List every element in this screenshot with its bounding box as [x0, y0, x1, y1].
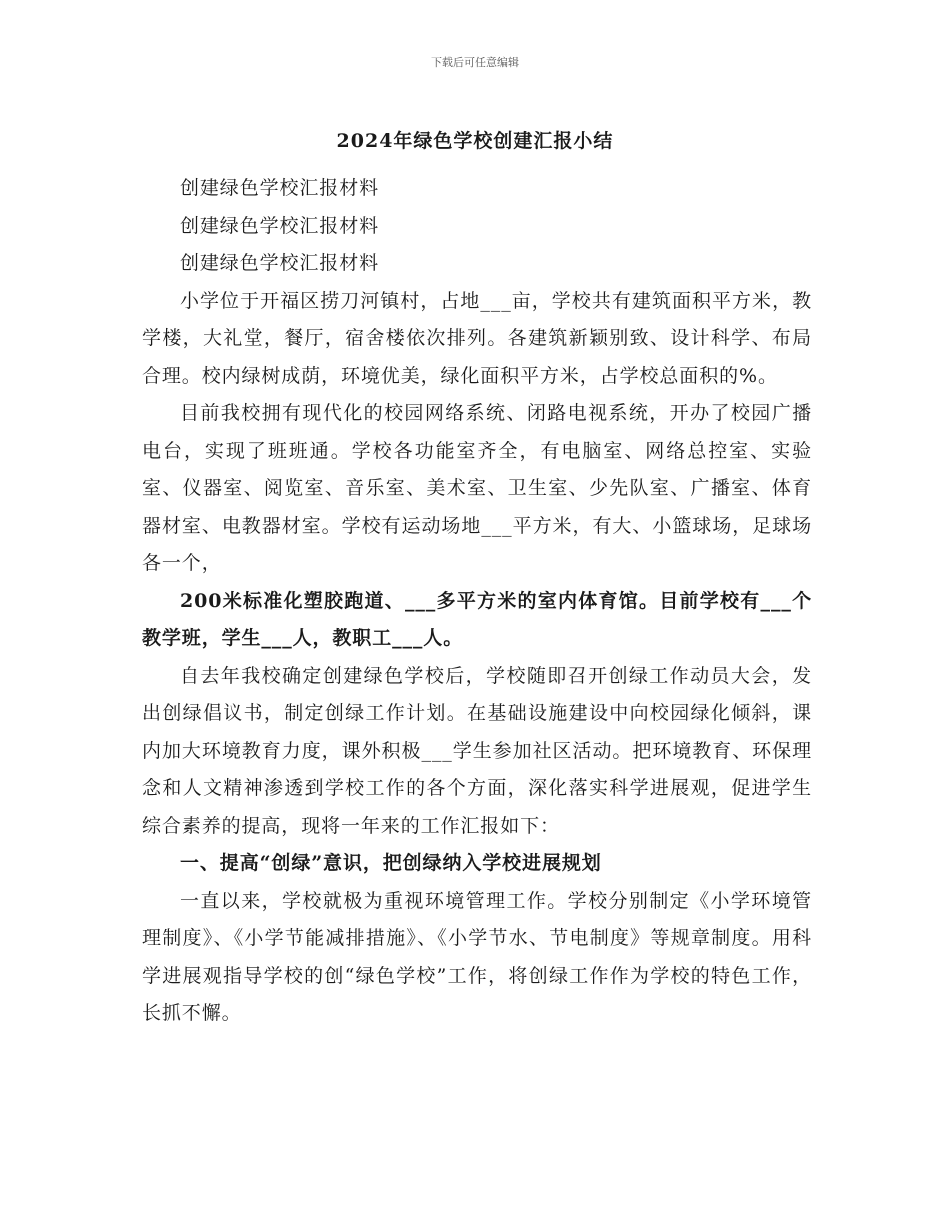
- subtitle-line: 创建绿色学校汇报材料: [180, 252, 380, 274]
- subtitle-line: 创建绿色学校汇报材料: [180, 177, 380, 199]
- paragraph-stats-bold: 200米标准化塑胶跑道、___多平方米的室内体育馆。目前学校有___个教学班，学生___人，教职工___人。: [142, 589, 812, 649]
- paragraph-school-overview: 小学位于开福区捞刀河镇村，占地___亩，学校共有建筑面积平方米，教学楼，大礼堂，餐厅，宿舍楼依次排列。各建筑新颖别致、设计科学、布局合理。校内绿树成荫，环境优美，绿化面积平方米，占学校总面积的%。: [142, 289, 812, 387]
- paragraph-facilities: 目前我校拥有现代化的校园网络系统、闭路电视系统，开办了校园广播电台，实现了班班通。学校各功能室齐全，有电脑室、网络总控室、实验室、仪器室、阅览室、音乐室、美术室、卫生室、少先队室、广播室、体育器材室、电教器材室。学校有运动场地___平方米，有大、小篮球场，足球场各一个，: [142, 402, 812, 574]
- section-heading: 一、提高“创绿”意识，把创绿纳入学校进展规划: [180, 852, 602, 874]
- page-header: 下载后可任意编辑: [431, 56, 519, 69]
- paragraph-introduction: 自去年我校确定创建绿色学校后，学校随即召开创绿工作动员大会，发出创绿倡议书，制定创绿工作计划。在基础设施建设中向校园绿化倾斜，课内加大环境教育力度，课外积极___学生参加社区活动。把环境教育、环保理念和人文精神渗透到学校工作的各个方面，深化落实科学进展观，促进学生综合素养的提高，现将一年来的工作汇报如下：: [142, 664, 812, 837]
- document-body: [142, 170, 812, 1033]
- document-title: 2024年绿色学校创建汇报小结: [336, 130, 614, 152]
- subtitle-line: 创建绿色学校汇报材料: [180, 214, 380, 237]
- paragraph-management: 一直以来，学校就极为重视环境管理工作。学校分别制定《小学环境管理制度》、《小学节能减排措施》、《小学节水、节电制度》等规章制度。用科学进展观指导学校的创“绿色学校”工作，将创绿工作作为学校的特色工作，长抓不懈。: [142, 889, 812, 1024]
